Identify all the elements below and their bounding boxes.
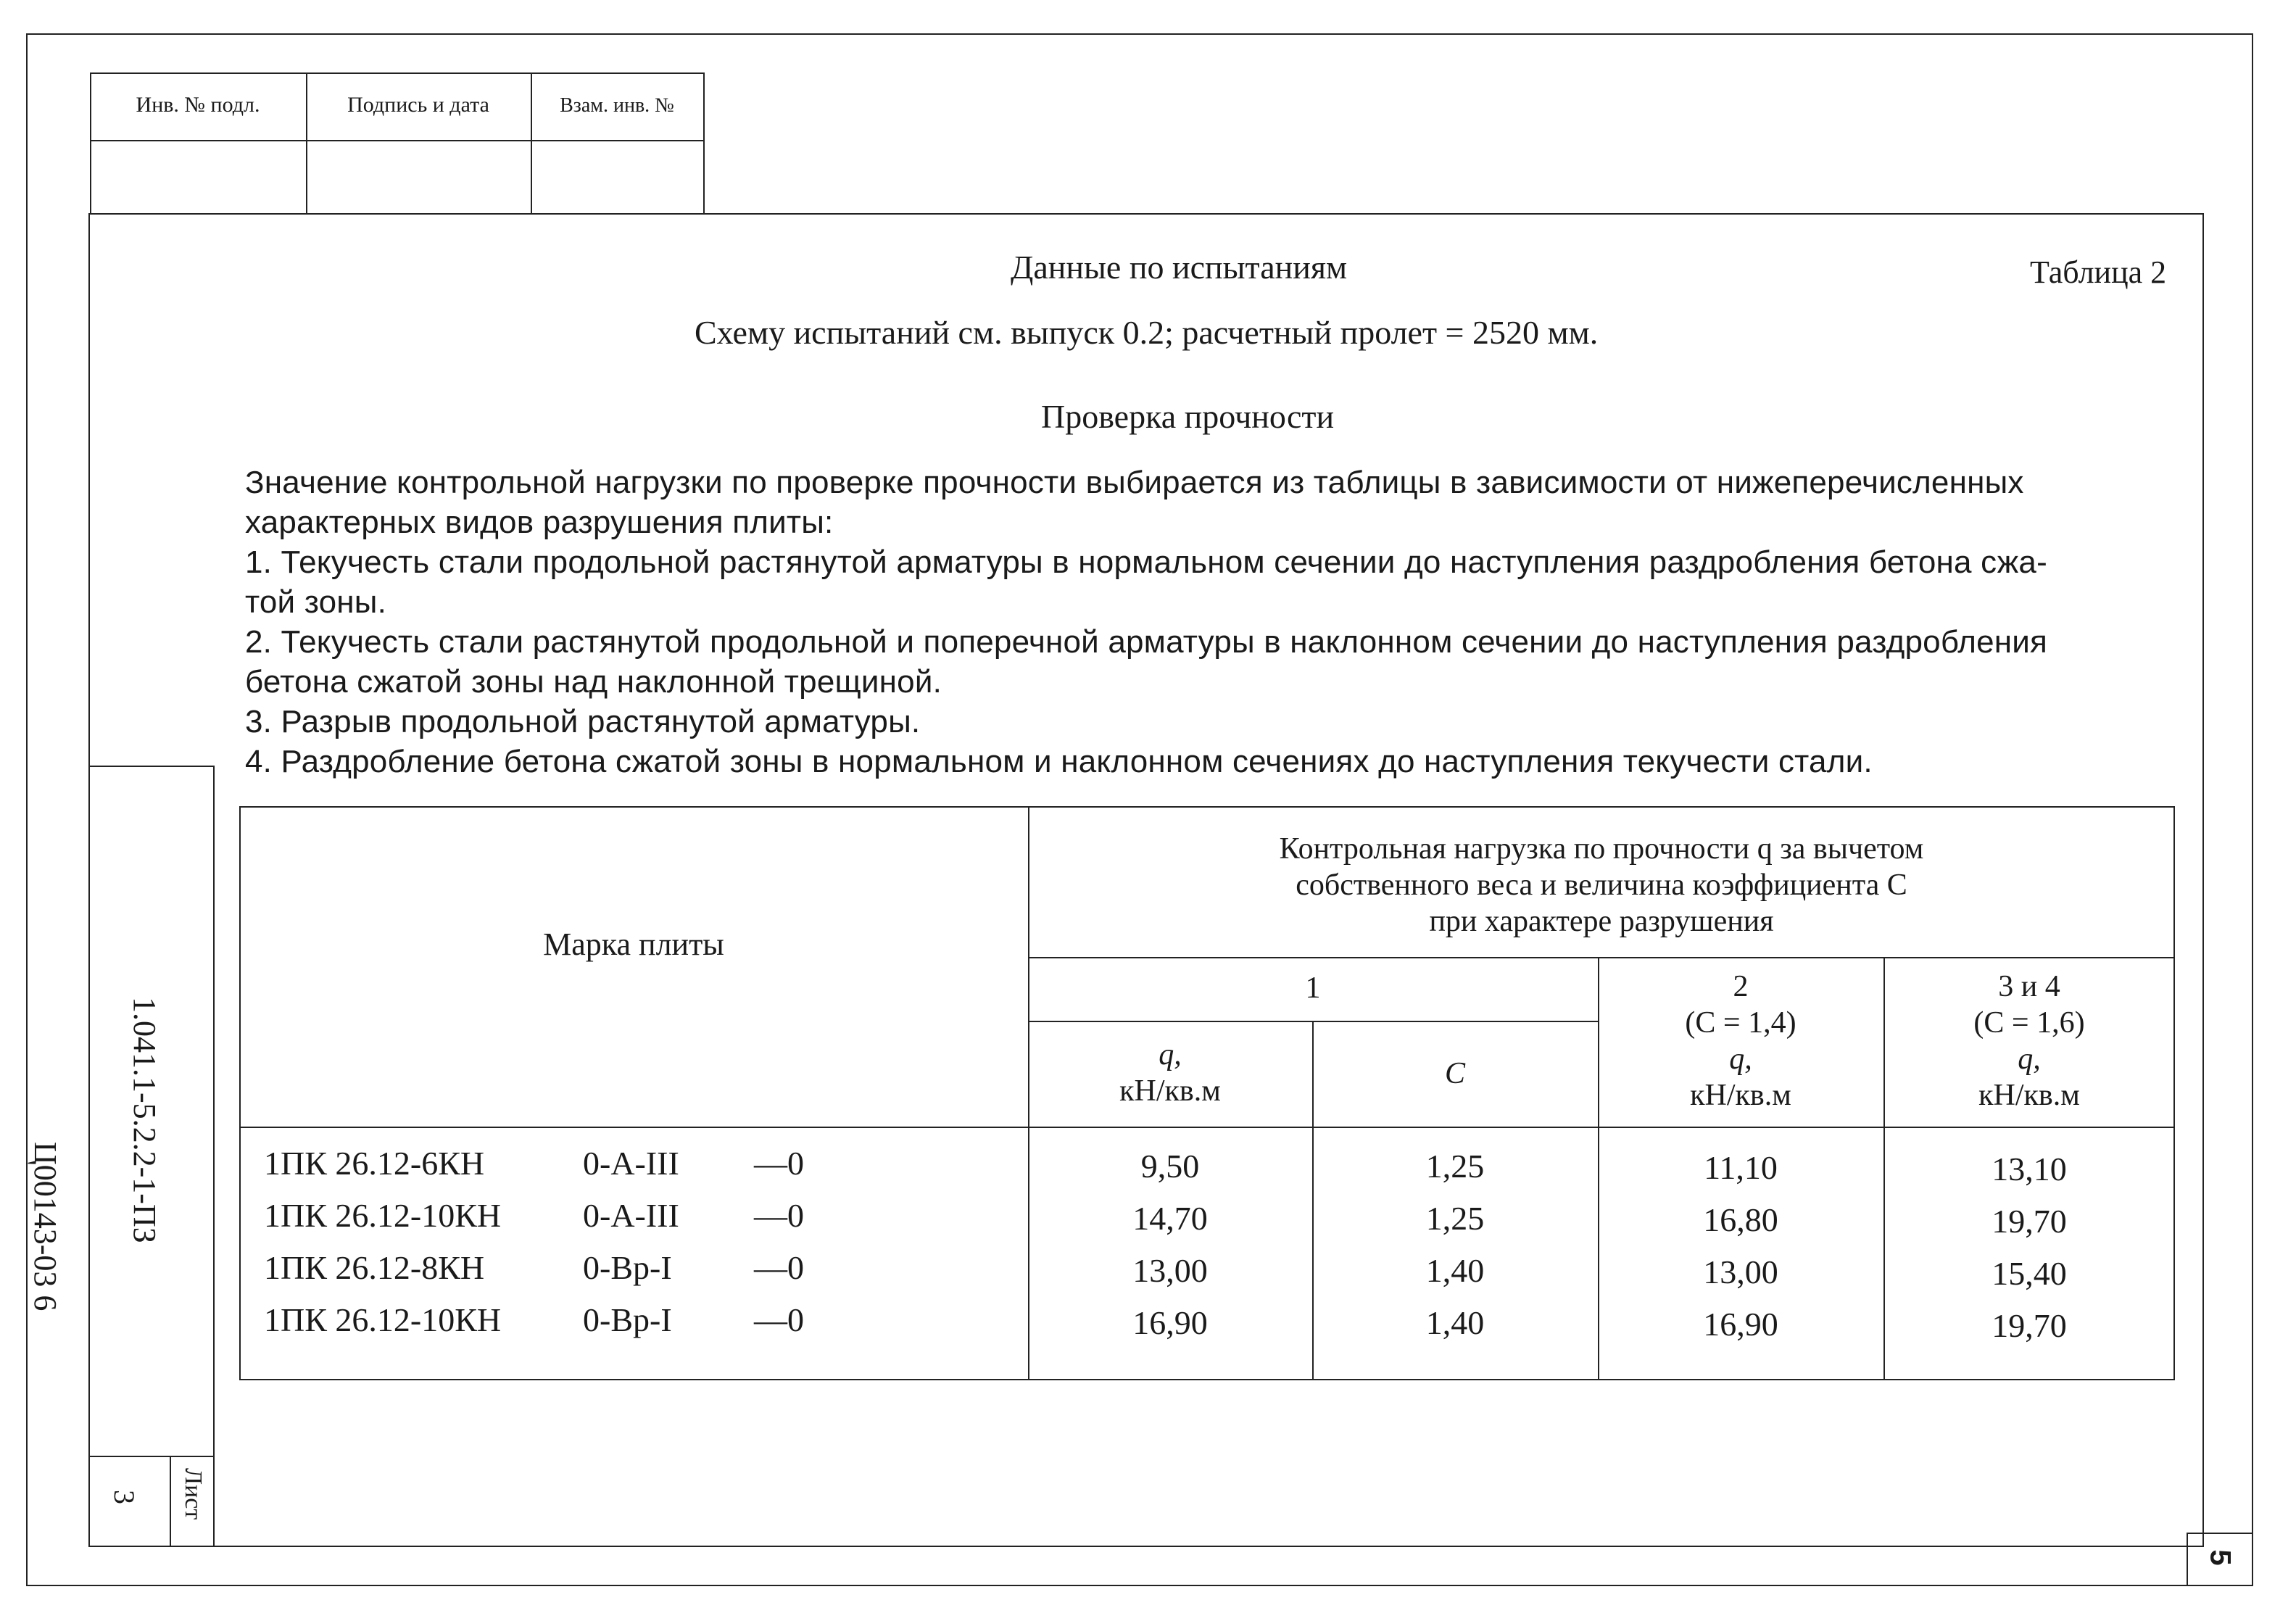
stamp-replace-label: Взам. инв. № <box>560 94 674 117</box>
text-line: Значение контрольной нагрузки по проверке прочности выбирается из таблицы в зависимости от нижеперечисленных <box>245 465 2024 500</box>
doc-code: 1.041.1-5.2.2-1-ПЗ <box>127 997 162 1243</box>
sheet-label: Лист <box>180 1468 207 1520</box>
group-2-header: 2 (C = 1,4) q, кН/кв.м <box>1685 970 1796 1112</box>
body-text <box>245 463 2188 782</box>
text-line: 4. Раздробление бетона сжатой зоны в нормальном и наклонном сечениях до наступления текучести стали. <box>245 744 1873 779</box>
group-3-header: 3 и 4 (C = 1,6) q, кН/кв.м <box>1973 970 2085 1112</box>
archive-code: Ц00143-03 6 <box>28 1142 63 1311</box>
text-line: 1. Текучесть стали продольной растянутой арматуры в нормальном сечении до наступления раздробления бетона сжа- <box>245 544 2047 580</box>
page-title: Данные по испытаниям <box>1011 249 1348 286</box>
c-header: C <box>1444 1057 1465 1090</box>
text-line: той зоны. <box>245 584 387 620</box>
table-label: Таблица 2 <box>2030 254 2167 290</box>
mark-header: Марка плиты <box>543 926 724 962</box>
stamp-sign-label: Подпись и дата <box>347 93 489 117</box>
text-line: характерных видов разрушения плиты: <box>245 505 834 540</box>
stamp-inv-label: Инв. № подл. <box>136 93 260 117</box>
group-1-header: 1 <box>1305 971 1321 1005</box>
q1-header: q, кН/кв.м <box>1119 1038 1221 1108</box>
text-line: 2. Текучесть стали растянутой продольной и поперечной арматуры в наклонном сечении до наступления раздробления <box>245 624 2048 660</box>
section-title: Проверка прочности <box>1041 398 1335 435</box>
text-line: 3. Разрыв продольной растянутой арматуры. <box>245 704 921 739</box>
text-line: бетона сжатой зоны над наклонной трещиной. <box>245 664 942 700</box>
load-header: Контрольная нагрузка по прочности q за вычетом собственного веса и величина коэффициента C при характере разрушения <box>1279 832 1924 938</box>
page-number: 5 <box>2204 1549 2237 1566</box>
subtitle: Схему испытаний см. выпуск 0.2; расчетный пролет = 2520 мм. <box>695 314 1599 351</box>
sheet-number: 3 <box>108 1490 141 1504</box>
